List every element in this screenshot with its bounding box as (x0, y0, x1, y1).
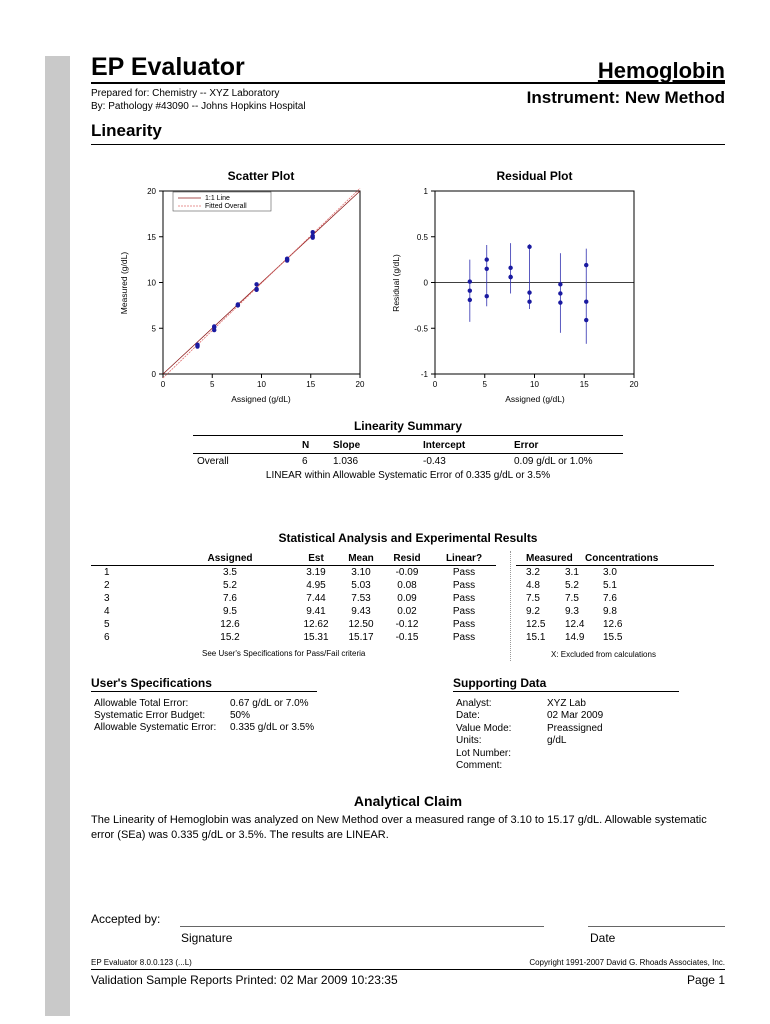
residual-y-tick-label: 0 (423, 278, 428, 288)
stats-note-left: See User's Specifications for Pass/Fail criteria (202, 649, 366, 658)
row-assigned: 15.2 (220, 632, 240, 643)
residual-x-tick-label: 20 (629, 380, 639, 389)
row-measured-1: 7.5 (526, 593, 540, 604)
residual-x-axis-label: Assigned (g/dL) (505, 394, 565, 404)
signature-line[interactable] (180, 926, 544, 927)
scatter-point (212, 325, 216, 329)
stats-header-resid: Resid (393, 553, 421, 564)
legend-item-1-1-line: 1:1 Line (205, 195, 230, 202)
spec-label: Allowable Total Error: (94, 698, 189, 709)
row-index: 4 (104, 606, 110, 617)
stats-header-rule-left (91, 565, 496, 566)
stats-header-rule-right (516, 565, 714, 566)
row-assigned: 5.2 (223, 580, 237, 591)
residual-point (485, 267, 489, 271)
row-resid: -0.12 (395, 619, 419, 630)
spec-label: Allowable Systematic Error: (94, 722, 217, 733)
residual-y-tick-label: 1 (423, 187, 428, 196)
residual-point (468, 279, 472, 283)
scatter-point (311, 235, 315, 239)
residual-point (558, 291, 562, 295)
scatter-legend (173, 192, 271, 211)
residual-point (584, 318, 588, 322)
row-est: 9.41 (306, 606, 326, 617)
residual-plot (385, 180, 650, 410)
footer-rule (91, 969, 725, 970)
residual-point (584, 263, 588, 267)
supporting-label: Lot Number: (456, 747, 512, 759)
stats-header-measured: Measured (526, 553, 573, 564)
residual-point (558, 282, 562, 286)
row-measured-3: 3.0 (603, 567, 617, 578)
row-measured-2: 9.3 (565, 606, 579, 617)
residual-point (485, 257, 489, 261)
prepared-for: Prepared for: Chemistry -- XYZ Laboratory (91, 88, 280, 99)
residual-point (485, 294, 489, 298)
row-index: 5 (104, 619, 110, 630)
residual-x-tick-label: 15 (579, 380, 589, 389)
footer-printed: Validation Sample Reports Printed: 02 Mar 2009 10:23:35 (91, 973, 398, 987)
instrument-label: Instrument: New Method (526, 88, 725, 107)
residual-plot-title: Residual Plot (496, 169, 573, 183)
row-index: 3 (104, 593, 110, 604)
scatter-y-tick-label: 10 (147, 278, 156, 288)
residual-y-axis-label: Residual (g/dL) (391, 254, 401, 312)
summary-header-intercept: Intercept (423, 440, 466, 451)
row-assigned: 12.6 (220, 619, 240, 630)
residual-point (508, 266, 512, 270)
supporting-title: Supporting Data (453, 676, 547, 690)
stats-note-right: X: Excluded from calculations (551, 650, 656, 659)
accepted-by-label: Accepted by: (91, 912, 161, 926)
summary-header-n: N (302, 440, 310, 451)
row-est: 4.95 (306, 580, 326, 591)
row-mean: 9.43 (351, 606, 371, 617)
spec-value: 50% (230, 710, 251, 721)
row-mean: 5.03 (351, 580, 371, 591)
scatter-plot (110, 180, 380, 410)
app-title: EP Evaluator (91, 53, 245, 81)
row-est: 7.44 (306, 593, 326, 604)
scatter-x-tick-label: 10 (257, 380, 266, 389)
scatter-point (311, 230, 315, 234)
summary-slope-value: 1.036 (333, 456, 359, 467)
row-measured-2: 5.2 (565, 580, 579, 591)
scatter-x-tick-label: 20 (355, 380, 365, 389)
scatter-point (254, 287, 258, 291)
stats-header-mean: Mean (348, 553, 374, 564)
row-index: 1 (104, 567, 110, 578)
row-measured-2: 7.5 (565, 593, 579, 604)
supporting-value: 02 Mar 2009 (547, 710, 604, 722)
stats-header-est: Est (308, 553, 324, 564)
residual-point (558, 300, 562, 304)
supporting-label: Analyst: (456, 698, 492, 709)
row-measured-3: 12.6 (603, 619, 623, 630)
spec-value: 0.335 g/dL or 3.5% (230, 722, 315, 733)
row-measured-3: 9.8 (603, 606, 617, 617)
scatter-x-tick-label: 15 (306, 380, 316, 389)
scatter-y-tick-label: 0 (151, 370, 156, 379)
row-est: 12.62 (303, 619, 329, 630)
scatter-plot-title: Scatter Plot (227, 169, 295, 183)
row-mean: 12.50 (348, 619, 374, 630)
spec-value: 0.67 g/dL or 7.0% (230, 698, 309, 709)
stats-divider (510, 551, 511, 661)
summary-row-label: Overall (197, 456, 229, 467)
date-line[interactable] (588, 926, 725, 927)
supporting-value: Preassigned (547, 722, 603, 734)
row-linear: Pass (452, 619, 476, 630)
residual-x-tick-label: 5 (482, 380, 487, 389)
scatter-point (254, 282, 258, 286)
scatter-y-axis-label: Measured (g/dL) (119, 251, 129, 315)
legend-item-fitted-overall: Fitted Overall (205, 203, 247, 210)
analyte-title: Hemoglobin (597, 58, 725, 83)
supporting-value: XYZ Lab (547, 698, 586, 709)
stats-title: Statistical Analysis and Experimental Results (278, 531, 538, 545)
claim-title: Analytical Claim (353, 793, 463, 809)
row-measured-1: 4.8 (526, 580, 540, 591)
prepared-by: By: Pathology #43090 -- Johns Hopkins Hospital (91, 101, 306, 112)
summary-top-rule (193, 435, 623, 436)
claim-text: The Linearity of Hemoglobin was analyzed on New Method over a measured range of 3.10 to 15.17 g/dL. Allowable systematic error (SEa) was 0.335 g/dL or 3.5%. The results are LINEAR. (91, 814, 707, 841)
summary-header-error: Error (514, 440, 539, 451)
summary-error-value: 0.09 g/dL or 1.0% (514, 456, 593, 467)
row-index: 2 (104, 580, 110, 591)
footer-version: EP Evaluator 8.0.0.123 (...L) (91, 958, 192, 967)
residual-point (527, 300, 531, 304)
section-rule (91, 144, 725, 145)
user-specs-title: User's Specifications (91, 676, 212, 690)
scatter-point (285, 257, 289, 261)
row-mean: 7.53 (351, 593, 371, 604)
row-assigned: 9.5 (223, 606, 237, 617)
row-linear: Pass (452, 606, 476, 617)
row-linear: Pass (452, 593, 476, 604)
header-rule (91, 82, 725, 84)
summary-intercept-value: -0.43 (423, 456, 446, 467)
stats-header-assigned: Assigned (207, 553, 253, 564)
supporting-label: Units: (456, 735, 482, 747)
row-linear: Pass (452, 580, 476, 591)
scatter-y-tick-label: 20 (147, 187, 156, 196)
row-mean: 3.10 (351, 567, 371, 578)
scatter-x-axis-label: Assigned (g/dL) (231, 394, 291, 404)
row-resid: 0.08 (397, 580, 417, 591)
residual-point (584, 300, 588, 304)
row-measured-1: 15.1 (526, 632, 546, 643)
stats-header-linear: Linear? (445, 553, 483, 564)
row-linear: Pass (452, 632, 476, 643)
row-est: 15.31 (303, 632, 329, 643)
residual-x-tick-label: 0 (432, 380, 438, 389)
summary-header-slope: Slope (333, 440, 361, 451)
residual-point (527, 290, 531, 294)
residual-point (468, 298, 472, 302)
row-resid: 0.02 (397, 606, 417, 617)
row-linear: Pass (452, 567, 476, 578)
summary-header-rule (193, 453, 623, 454)
residual-point (508, 275, 512, 279)
footer-copyright: Copyright 1991-2007 David G. Rhoads Associates, Inc. (529, 958, 725, 967)
row-measured-1: 9.2 (526, 606, 540, 617)
row-assigned: 3.5 (223, 567, 237, 578)
stats-header-concentrations: Concentrations (585, 553, 659, 564)
left-margin-bar (45, 56, 70, 1016)
scatter-x-tick-label: 5 (210, 380, 215, 389)
residual-y-tick-label: 0.5 (416, 232, 428, 242)
row-measured-1: 3.2 (526, 567, 540, 578)
residual-point (527, 245, 531, 249)
row-measured-2: 12.4 (565, 619, 585, 630)
row-index: 6 (104, 632, 110, 643)
row-measured-2: 14.9 (565, 632, 585, 643)
residual-point (468, 289, 472, 293)
row-resid: 0.09 (397, 593, 417, 604)
scatter-y-tick-label: 5 (151, 324, 156, 334)
spec-label: Systematic Error Budget: (94, 710, 206, 721)
row-measured-1: 12.5 (526, 619, 546, 630)
supporting-label: Comment: (456, 760, 503, 771)
row-assigned: 7.6 (223, 593, 237, 604)
section-title: Linearity (91, 121, 162, 140)
row-resid: -0.09 (395, 567, 419, 578)
linearity-summary-title: Linearity Summary (353, 419, 463, 433)
residual-x-tick-label: 10 (530, 380, 539, 389)
row-measured-2: 3.1 (565, 567, 579, 578)
summary-n-value: 6 (302, 456, 308, 467)
scatter-y-tick-label: 15 (147, 232, 156, 242)
date-label: Date (590, 931, 616, 945)
user-specs-rule (91, 691, 317, 692)
row-measured-3: 7.6 (603, 593, 617, 604)
row-est: 3.19 (306, 567, 326, 578)
scatter-point (236, 302, 240, 306)
row-measured-3: 15.5 (603, 632, 623, 643)
residual-y-tick-label: -1 (420, 370, 428, 379)
footer-page: Page 1 (686, 973, 725, 987)
signature-label: Signature (181, 931, 233, 945)
supporting-label: Value Mode: (456, 722, 512, 734)
scatter-point (195, 344, 199, 348)
scatter-x-tick-label: 0 (160, 380, 166, 389)
supporting-label: Date: (456, 710, 480, 722)
row-mean: 15.17 (348, 632, 374, 643)
supporting-value: g/dL (547, 735, 567, 747)
summary-note: LINEAR within Allowable Systematic Error of 0.335 g/dL or 3.5% (265, 470, 551, 481)
supporting-rule (453, 691, 679, 692)
row-resid: -0.15 (395, 632, 419, 643)
residual-y-tick-label: -0.5 (414, 324, 428, 334)
row-measured-3: 5.1 (603, 580, 617, 591)
